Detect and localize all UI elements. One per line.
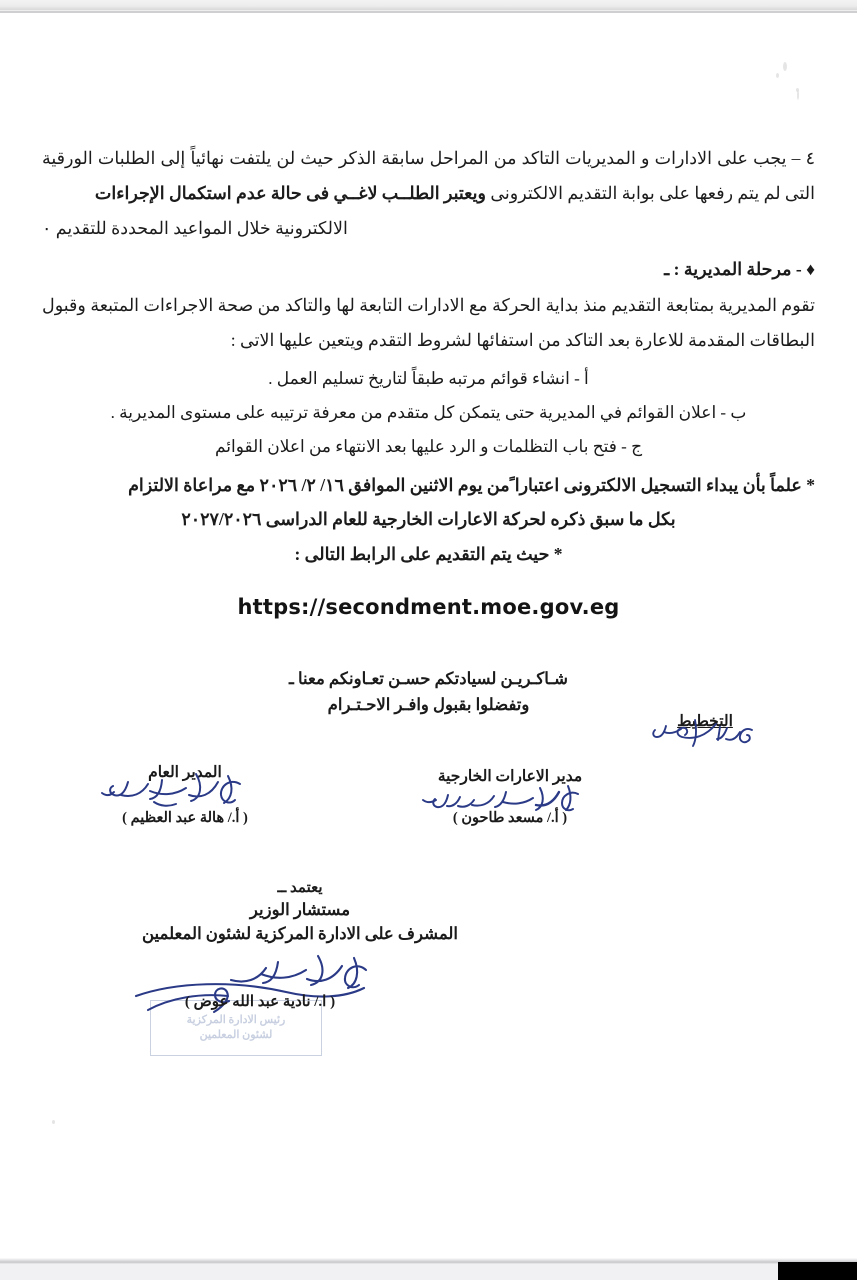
signature-label-planning: التخطيط [677,713,733,730]
signature-label-external-director: مدير الاعارات الخارجية [437,768,583,785]
section-intro-paragraph: تقوم المديرية بمتابعة التقديم منذ بداية الحركة مع الادارات التابعة لها والتاكد من صحة الاجراءات المتبعة وقبول البطاقات المقدمة للاعارة بعد التاكد من استفائها لشروط التقدم ويتعين عليها الاتى : [42,295,815,350]
paragraph-item-4-mid: فى حالة عدم [236,183,330,203]
signature-block-planning [645,712,765,731]
signature-name-external-director-wrap [420,810,600,827]
approval-title-wrap [130,900,470,944]
paragraph-item-4-bold-invalid: ويعتبر الطلــب لاغــي [333,183,486,203]
approval-word-wrap [150,878,450,897]
paragraph-item-4-bold-procedures: استكمال الإجراءات [94,183,232,203]
signature-block-general-manager [110,763,260,782]
section-heading-directorate-stage: ♦ - مرحلة المديرية : ـ [664,259,815,279]
stamp-line-1: رئيس الادارة المركزية [186,1014,286,1026]
viewer-bottom-fill [0,1264,857,1280]
salutation-block [42,666,815,718]
signature-name-approval: ( ا./ نادية عبد الله عوض ) [184,994,336,1010]
scan-speck [52,1120,55,1124]
note-registration-start-date: * علماً بأن يبداء التسجيل الالكترونى اعتبارا ًمن يوم الاثنين الموافق ١٦/ ٢/ ٢٠٢٦ مع مراعاة الالتزام [128,475,815,495]
salutation-line-2: وتفضلوا بقبول وافـر الاحـتـرام [327,695,530,714]
sub-item-a: أ - انشاء قوائم مرتبه طبقاً لتاريخ تسليم العمل . [268,369,589,388]
approval-title-line-1: مستشار الوزير [249,900,351,919]
approval-word: يعتمد ــ [277,880,323,896]
stamp-line-2: لشئون المعلمين [199,1029,273,1041]
signature-label-general-manager: المدير العام [148,764,222,781]
sub-item-c: ج - فتح باب التظلمات و الرد عليها بعد الانتهاء من اعلان القوائم [214,437,643,456]
sub-item-b: ب - اعلان القوائم في المديرية حتى يتمكن كل متقدم من معرفة ترتيبه على مستوى المديرية . [110,403,747,422]
signature-name-general-manager: ( أ./ هالة عبد العظيم ) [122,810,248,826]
signature-name-general-manager-wrap [95,810,275,827]
paragraph-item-4-block [42,141,815,246]
signature-name-external-director: ( أ./ مسعد طاحون ) [452,810,568,826]
paragraph-item-4 [42,141,815,211]
application-url[interactable]: https://secondment.moe.gov.eg [237,595,620,619]
salutation-line-1: شـاكـريـن لسيادتكم حسـن تعـاونكم معنا ـ [289,669,568,688]
approval-title-line-2: المشرف على الادارة المركزية لشئون المعلمين [142,924,458,943]
note-academic-year: بكل ما سبق ذكره لحركة الاعارات الخارجية للعام الدراسى ٢٠٢٧/٢٠٢٦ [181,509,676,529]
paragraph-item-4-text: ٤ – يجب على الادارات و المديريات التاكد من المراحل سابقة الذكر حيث لن يلتفت نهائياً إلى الطلبات الورقية التى لم يتم رفعها على بوابة التقديم الالكترونى [42,148,815,203]
paragraph-item-4-tail: الالكترونية خلال المواعيد المحددة للتقديم ٠ [42,218,348,238]
note-application-link: * حيث يتم التقديم على الرابط التالى : [294,544,563,564]
signature-block-external-director [420,767,600,786]
bottom-right-black-bar [778,1262,857,1280]
signature-name-approval-wrap [110,992,410,1011]
